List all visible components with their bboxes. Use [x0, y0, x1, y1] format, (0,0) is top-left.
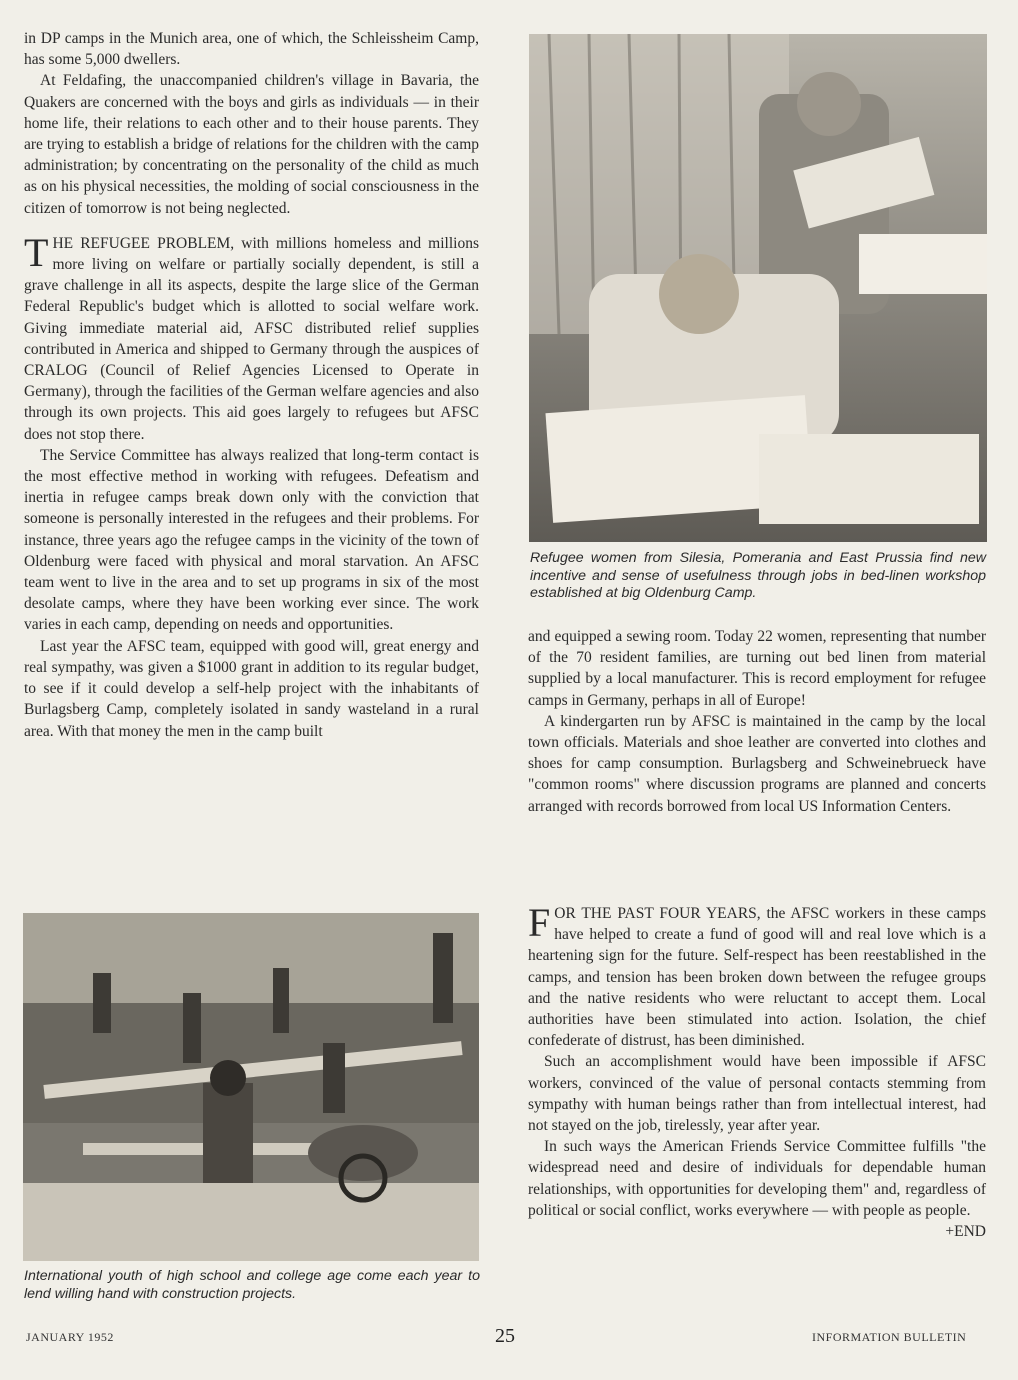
end-mark: +END: [945, 1223, 986, 1241]
paragraph: Last year the AFSC team, equipped with good will, great energy and real sympathy, was given a $1000 grant in addition to its regular budget, to see if it could develop a self-help project with the inhabitants of Burlagsberg Camp, completely isolated in sandy wasteland in a rural area. With that money the men in the camp built: [24, 637, 479, 740]
drop-cap: T: [24, 229, 49, 275]
footer-date: JANUARY 1952: [26, 1330, 114, 1344]
page-number: 25: [495, 1325, 515, 1347]
footer-publication: INFORMATION BULLETIN: [812, 1330, 967, 1344]
drop-cap: F: [528, 900, 551, 945]
photo-sewing-workshop: [529, 34, 987, 542]
section-paragraph: FOR THE PAST FOUR YEARS, the AFSC workers in these camps have helped to create a fund of good will and real love which is a heartening sign for the future. Self-respect has been reestablished in the camps, and tension has been broken down between the refugee groups and the native residents who were reluctant to accept them. Local authorities have been stimulated into action. Isolation, the chief confederate of distrust, has been diminished.: [528, 900, 986, 1050]
photo-caption-top: Refugee women from Silesia, Pomerania and East Prussia find new incentive and sense of usefulness through jobs in bed-linen workshop established at big Oldenburg Camp.: [530, 550, 986, 601]
paragraph: and equipped a sewing room. Today 22 women, representing that number of the 70 resident families, are turning out bed linen from material supplied by a local manufacturer. This is record employment for refugee camps in Germany, perhaps in all of Europe!: [528, 628, 986, 709]
paragraph: in DP camps in the Munich area, one of which, the Schleissheim Camp, has some 5,000 dwellers.: [24, 30, 479, 69]
photo-construction-project: [23, 913, 479, 1261]
left-text-column: [24, 28, 479, 742]
right-text-column-bottom: [528, 900, 986, 1242]
right-text-column-top: [528, 626, 986, 817]
paragraph: A kindergarten run by AFSC is maintained in the camp by the local town officials. Materials and shoe leather are converted into clothes and shoes for camp consumption. Burlagsberg and Schweinebrueck have "common rooms" where discussion programs are planned and concerts arranged with records borrowed from local US Information Centers.: [528, 712, 986, 815]
paragraph: The Service Committee has always realized that long-term contact is the most effective method in working with refugees. Defeatism and inertia in refugee camps break down only with the conviction that someone is personally interested in the refugees and their problems. For instance, three years ago the refugee camps in the vicinity of the town of Oldenburg were faced with physical and moral starvation. An AFSC team went to live in the area and to set up programs in six of the most desolate camps, where they have been working ever since. The work varies in each camp, depending on needs and opportunities.: [24, 446, 479, 634]
paragraph: At Feldafing, the unaccompanied children's village in Bavaria, the Quakers are concerned with the boys and girls as individuals — in their home life, their relations to each other and to their house parents. They are trying to establish a bridge of relations for the children with the camp administration; by concentrating on the personality of the child as much as on his physical necessities, the molding of social consciousness in the citizen of tomorrow is not being neglected.: [24, 72, 479, 217]
section-paragraph: THE REFUGEE PROBLEM, with millions homeless and millions more living on welfare or partially socially dependent, is still a grave challenge in all its aspects, despite the large slice of the German Federal Republic's budget which is allotted to social welfare work. Giving immediate material aid, AFSC distributed relief supplies contributed in America and shipped to Germany through the auspices of CRALOG (Council of Relief Agencies Licensed to Operate in Germany), through the facilities of the German welfare agencies and also through its own projects. This aid goes largely to refugees but AFSC does not stop there.: [24, 229, 479, 443]
paragraph: Such an accomplishment would have been impossible if AFSC workers, convinced of the value of personal contacts stemming from sympathy with human beings rather than from intellectual interest, had not stayed on the job, tirelessly, year after year.: [528, 1053, 986, 1135]
paragraph: In such ways the American Friends Service Committee fulfills "the widespread need and desire of individuals for dependable human relationships, with opportunities for developing them" and, regardless of political or social conflict, works everywhere — with people as people. +END: [528, 1136, 986, 1221]
photo-caption-bottom: International youth of high school and college age come each year to lend willing hand with construction projects.: [24, 1268, 480, 1302]
